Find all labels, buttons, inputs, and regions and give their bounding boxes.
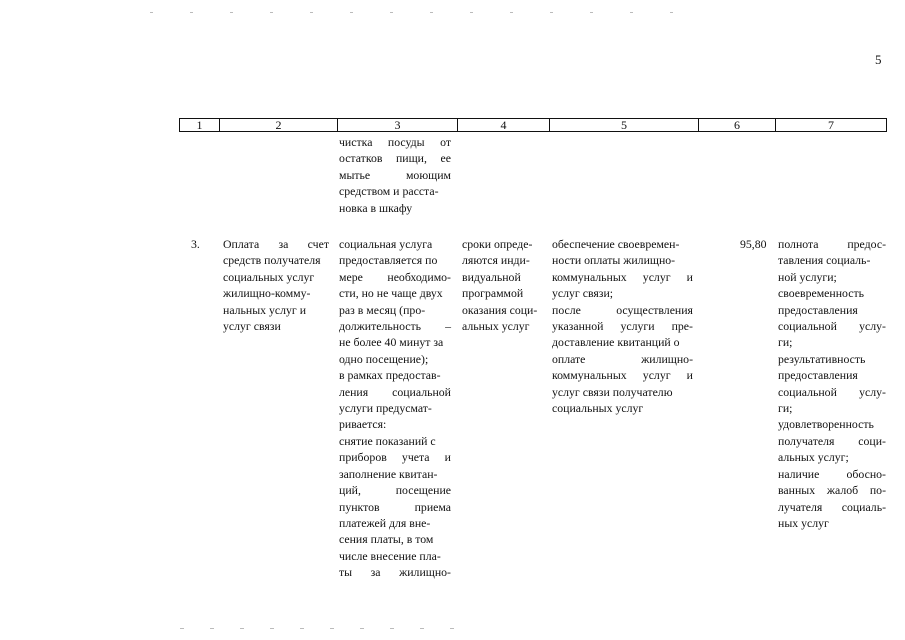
text-line: тавления социаль- [778,253,871,268]
row3-service-name [223,236,329,334]
text-line: альных услуг [462,319,530,334]
text-line: коммунальных услуг и [552,368,693,383]
text-line: ги; [778,335,793,350]
text-line: после осуществления [552,302,693,317]
text-line: предоставления [778,302,858,317]
continuation-col3 [339,134,451,216]
text-line: коммунальных услуг и [552,269,693,284]
text-line: своевременность [778,286,864,301]
text-line: раз в месяц (про- [339,302,426,317]
text-line: не более 40 минут за [339,335,444,350]
text-line: социальной услу- [778,319,886,334]
row3-number: 3. [191,237,200,251]
text-line: ривается: [339,417,387,432]
text-line: указанной услуги пре- [552,319,693,334]
text-line: лучателя социаль- [778,499,886,514]
text-line: заполнение квитан- [339,466,438,481]
text-line: приборов учета и [339,450,451,465]
text-line: предоставляется по [339,253,438,268]
text-line: ты за жилищно- [339,565,451,580]
text-line: нальных услуг и [223,302,307,317]
text-line: числе внесение пла- [339,548,441,563]
row3-rate: 95,80 [740,237,767,251]
text-line: в рамках предостав- [339,368,441,383]
header-col-2: 2 [220,119,338,131]
text-line: услуги предусмат- [339,401,432,416]
row3-service-description [339,236,451,581]
text-line: пунктов приема [339,499,451,514]
text-line: Оплата за счет [223,237,329,251]
header-col-1: 1 [180,119,220,131]
text-line: новка в шкафу [339,200,413,215]
header-col-5: 5 [550,119,699,131]
row3-timeframe [462,236,546,334]
text-line: наличие обосно- [778,466,886,481]
text-line: мере необходимо- [339,269,451,284]
text-line: сения платы, в том [339,532,434,547]
text-line: ляются инди- [462,253,530,268]
text-line: средством и расста- [339,184,439,199]
text-line: удовлетворенность [778,417,874,432]
text-line: жилищно-комму- [223,286,311,301]
header-col-7: 7 [828,118,834,132]
table-header-row [179,118,887,132]
text-line: оказания соци- [462,302,538,317]
text-line: снятие показаний с [339,433,436,448]
text-line: видуальной [462,269,521,284]
text-line: оплате жилищно- [552,351,693,366]
text-line: ления социальной [339,384,451,399]
text-line: социальных услуг [552,401,644,416]
text-line: ных услуг [778,515,829,530]
text-line: услуг связи [223,319,281,334]
text-line: средств получателя [223,253,321,268]
text-line: социальная услуга [339,237,433,251]
text-line: получателя соци- [778,433,886,448]
scan-artifact-bottom [180,628,480,629]
text-line: услуг связи получателю [552,384,673,399]
text-line: сроки опреде- [462,237,533,251]
text-line: должительность – [339,319,451,334]
text-line: ной услуги; [778,269,837,284]
text-line: остатков пищи, ее [339,151,451,166]
text-line: чистка посуды от [339,135,451,149]
text-line: обеспечение своевремен- [552,237,680,251]
text-line: социальных услуг [223,269,315,284]
header-col-6: 6 [699,119,776,131]
text-line: ги; [778,401,793,416]
text-line: предоставления [778,368,858,383]
scan-artifact-top [150,12,710,13]
text-line: одно посещение); [339,351,429,366]
text-line: ций, посещение [339,483,451,498]
text-line: платежей для вне- [339,515,431,530]
page-number: 5 [875,52,882,67]
text-line: программой [462,286,524,301]
text-line: услуг связи; [552,286,614,301]
text-line: альных услуг; [778,450,849,465]
text-line: мытье моющим [339,167,451,182]
text-line: доставление квитанций о [552,335,680,350]
header-col-4: 4 [458,119,550,131]
text-line: ности оплаты жилищно- [552,253,676,268]
text-line: социальной услу- [778,384,886,399]
header-col-3: 3 [338,119,458,131]
row3-standard [552,236,693,416]
row3-quality-indicators [778,236,886,531]
text-line: сти, но не чаще двух [339,286,443,301]
text-line: полнота предос- [778,237,886,251]
text-line: ванных жалоб по- [778,483,886,498]
text-line: результативность [778,351,866,366]
